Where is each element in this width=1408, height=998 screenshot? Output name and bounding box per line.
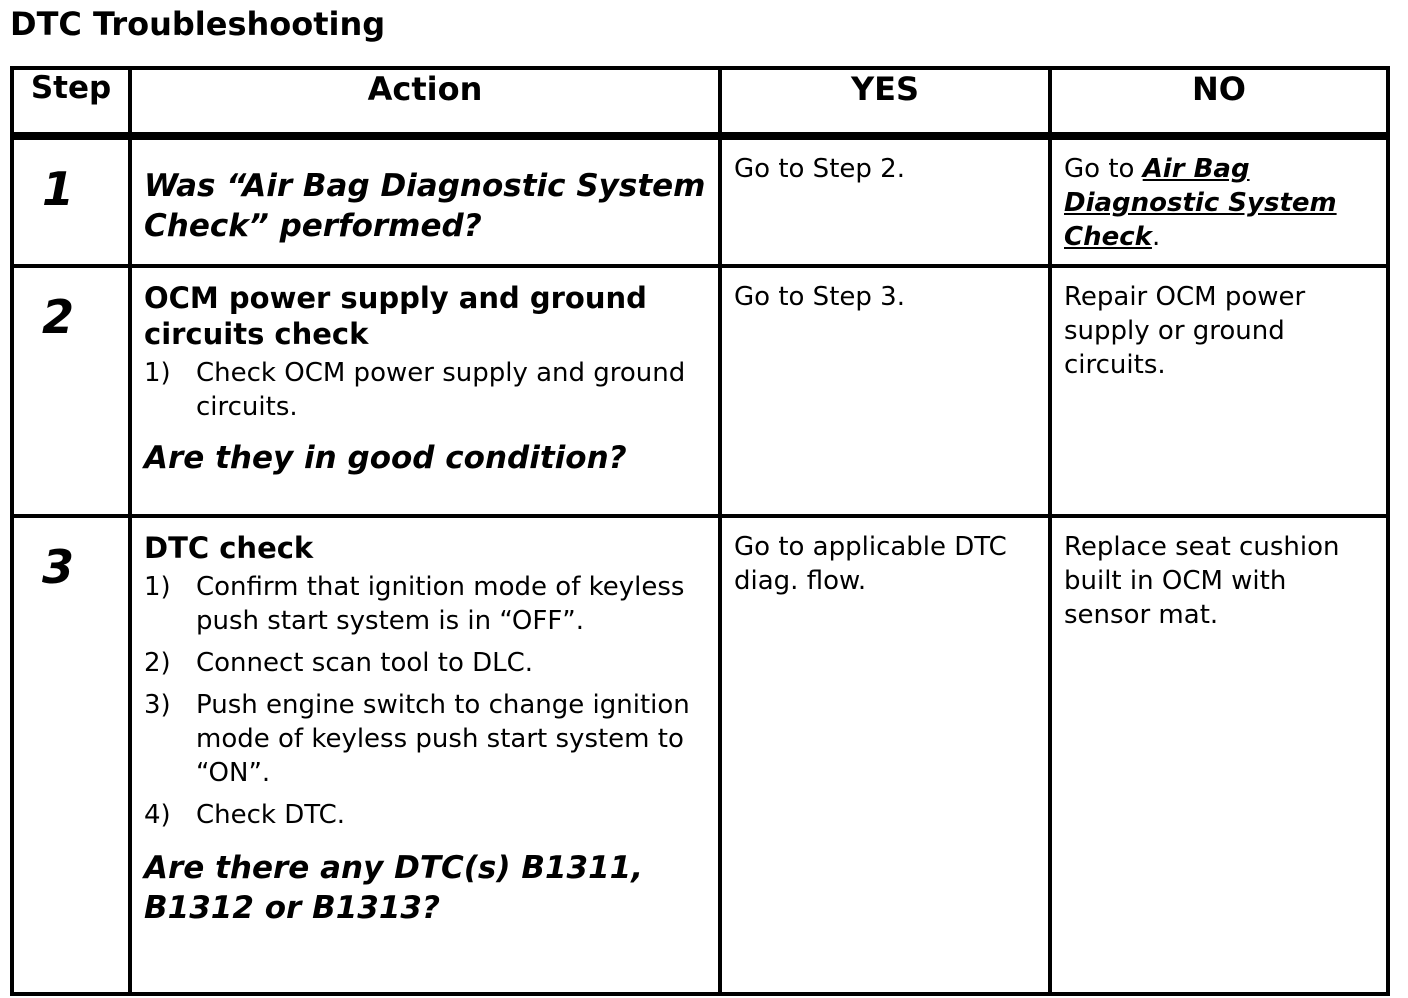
action-cell [132,518,722,992]
no-text-suffix: . [1151,222,1161,252]
action-steps-list [144,356,708,424]
no-cell [1052,140,1386,268]
action-question: Are there any DTC(s) B1311, B1312 or B1313? [144,850,643,926]
air-bag-diagnostic-system-check-link[interactable]: Air Bag Diagnostic System Check [1064,154,1337,252]
no-text: Replace seat cushion built in OCM with sensor mat. [1064,532,1340,630]
yes-text: Go to Step 2. [734,154,905,184]
list-item-number: 2) [144,648,171,678]
action-cell [132,140,722,268]
action-question: Was “Air Bag Diagnostic System Check” performed? [144,168,706,244]
no-text [1064,152,1376,254]
yes-text: Go to applicable DTC diag. flow. [734,532,1007,596]
column-header-step: Step [14,70,132,140]
step-number: 2 [42,290,75,344]
dtc-troubleshooting-table [10,66,1390,996]
yes-text: Go to Step 3. [734,282,905,312]
step-number: 1 [42,162,75,216]
list-item-text: Connect scan tool to DLC. [196,648,534,678]
table-row [14,268,1386,518]
list-item-text: Push engine switch to change ignition mode of keyless push start system to “ON”. [196,690,690,788]
column-header-yes: YES [722,70,1052,140]
list-item-number: 1) [144,358,171,388]
column-header-no: NO [1052,70,1386,140]
page-title: DTC Troubleshooting [10,5,386,43]
list-item [144,688,708,790]
step-number: 3 [42,540,75,594]
table-header-row [14,70,1386,140]
list-item-text: Confirm that ignition mode of keyless push start system is in “OFF”. [196,572,685,636]
step-cell [14,140,132,268]
action-cell [132,268,722,518]
action-question: Are they in good condition? [144,440,627,476]
step-cell [14,518,132,992]
step-cell [14,268,132,518]
action-title: DTC check [144,531,314,565]
no-cell [1052,518,1386,992]
list-item [144,798,708,832]
column-header-action: Action [132,70,722,140]
table-row [14,518,1386,992]
list-item-text: Check DTC. [196,800,346,830]
action-steps-list [144,570,708,832]
yes-cell [722,140,1052,268]
list-item [144,570,708,638]
list-item [144,646,708,680]
list-item-number: 4) [144,800,171,830]
list-item-text: Check OCM power supply and ground circuits. [196,358,686,422]
no-cell [1052,268,1386,518]
list-item-number: 1) [144,572,171,602]
table-row [14,140,1386,268]
list-item-number: 3) [144,690,171,720]
list-item [144,356,708,424]
no-text-prefix: Go to [1064,154,1143,184]
action-title: OCM power supply and ground circuits check [144,281,647,351]
yes-cell [722,518,1052,992]
yes-cell [722,268,1052,518]
no-text: Repair OCM power supply or ground circuits. [1064,282,1306,380]
